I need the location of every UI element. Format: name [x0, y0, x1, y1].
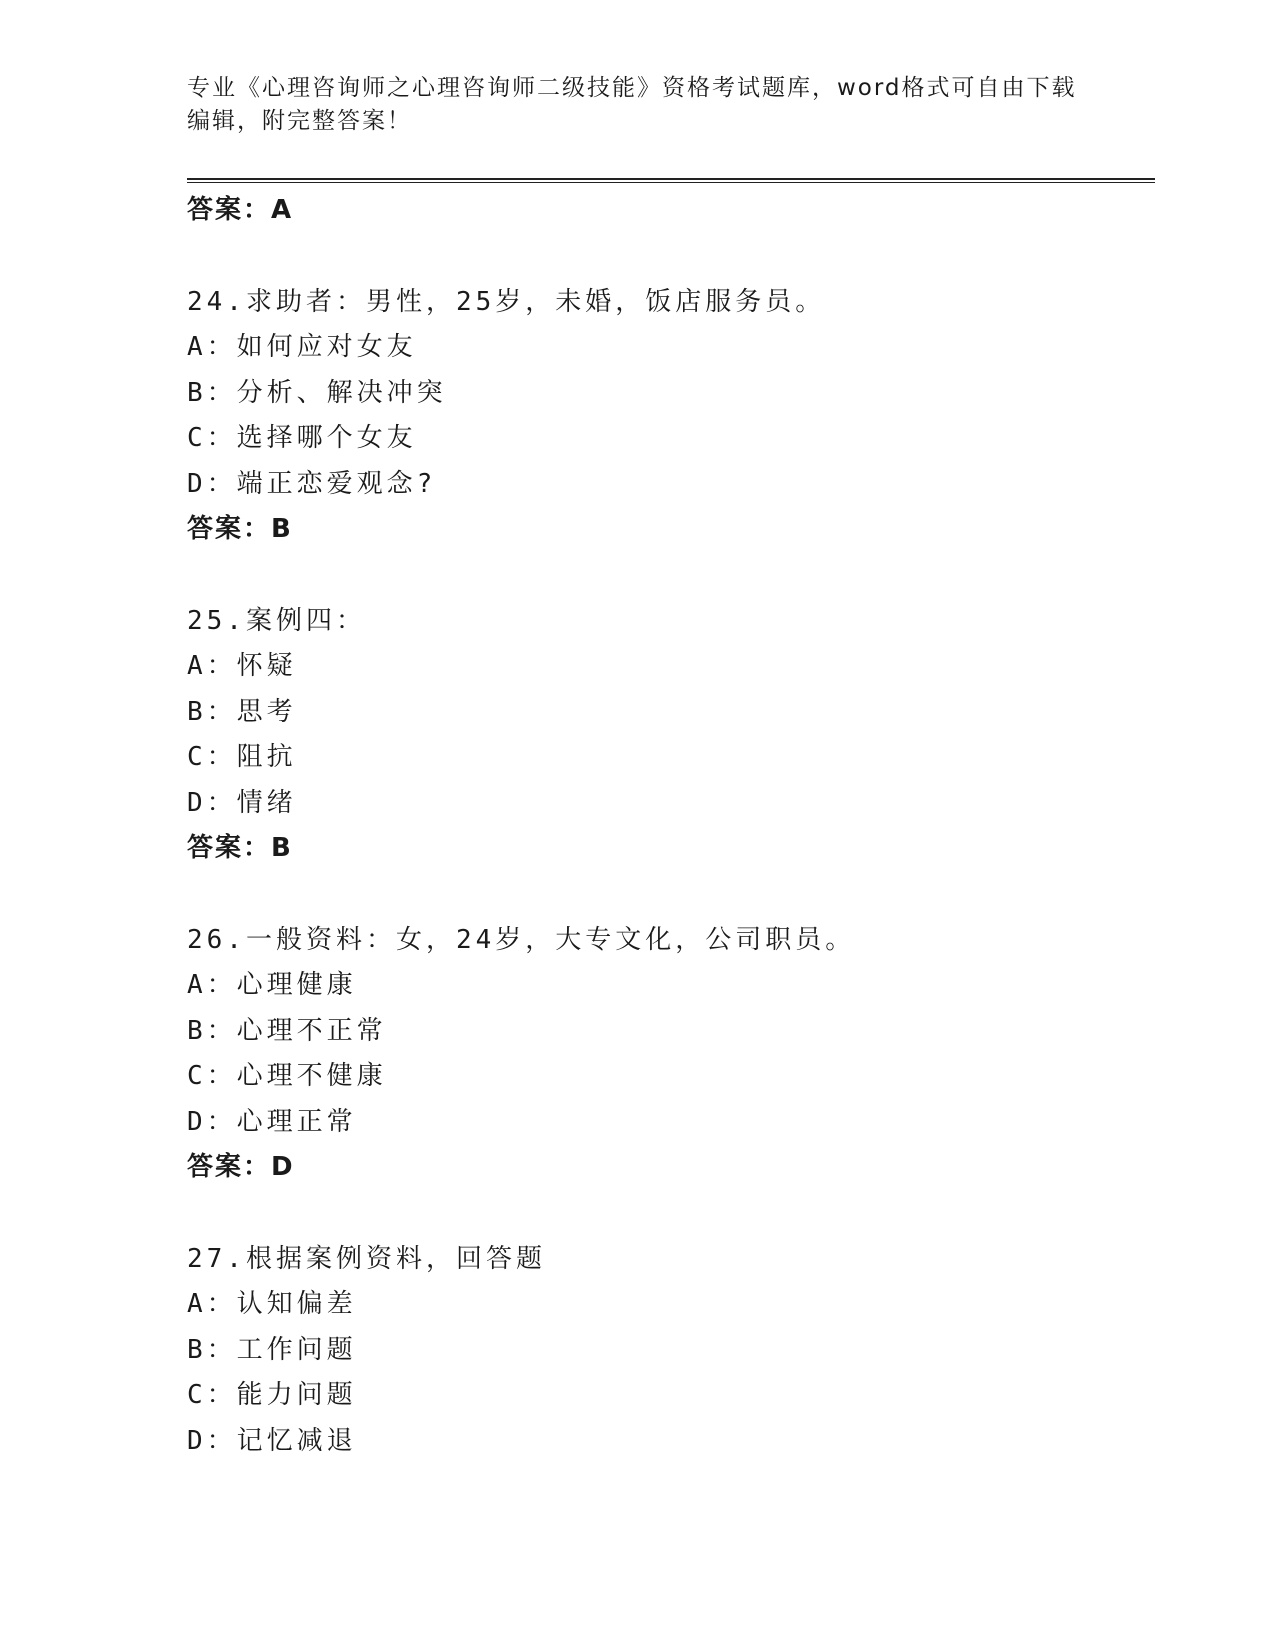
document-header: [187, 72, 1087, 138]
answer-line: 答案：B: [187, 514, 293, 544]
option-a: A：怀疑: [187, 651, 297, 681]
option-a: A：心理健康: [187, 970, 357, 1000]
option-a: A：认知偏差: [187, 1289, 357, 1319]
header-line-2: 编辑，附完整答案！: [187, 108, 412, 134]
question-stem: 24.求助者：男性，25岁，未婚，饭店服务员。: [187, 286, 826, 317]
option-d: D：心理正常: [187, 1106, 357, 1137]
question-stem: 27.根据案例资料，回答题: [187, 1243, 546, 1274]
question-block: [187, 280, 1155, 553]
spacer: [187, 872, 1155, 918]
option-b: B：心理不正常: [187, 1015, 387, 1046]
spacer: [187, 553, 1155, 599]
option-b: B：分析、解决冲突: [187, 377, 447, 408]
option-a: A：如何应对女友: [187, 332, 417, 362]
spacer: [187, 1191, 1155, 1237]
question-block: [187, 599, 1155, 872]
option-c: C：选择哪个女友: [187, 423, 417, 453]
question-block: [187, 918, 1155, 1191]
option-c: C：能力问题: [187, 1380, 357, 1410]
question-stem: 25.案例四：: [187, 605, 366, 636]
question-stem: 26.一般资料：女，24岁，大专文化，公司职员。: [187, 924, 856, 955]
option-b: B：思考: [187, 696, 297, 727]
option-d: D：端正恋爱观念?: [187, 468, 437, 499]
option-c: C：心理不健康: [187, 1061, 387, 1091]
option-c: C：阻抗: [187, 742, 297, 772]
answer-line: 答案：A: [187, 195, 294, 225]
option-d: D：情绪: [187, 787, 297, 818]
question-list: [187, 188, 1155, 1464]
header-line-1: 专业《心理咨询师之心理咨询师二级技能》资格考试题库，word格式可自由下载: [187, 75, 1077, 101]
question-block: [187, 1237, 1155, 1465]
option-b: B：工作问题: [187, 1334, 357, 1365]
answer-line: 答案：D: [187, 1152, 295, 1182]
header-divider: [187, 178, 1155, 183]
option-d: D：记忆减退: [187, 1425, 357, 1456]
answer-line: 答案：B: [187, 833, 293, 863]
spacer: [187, 234, 1155, 280]
